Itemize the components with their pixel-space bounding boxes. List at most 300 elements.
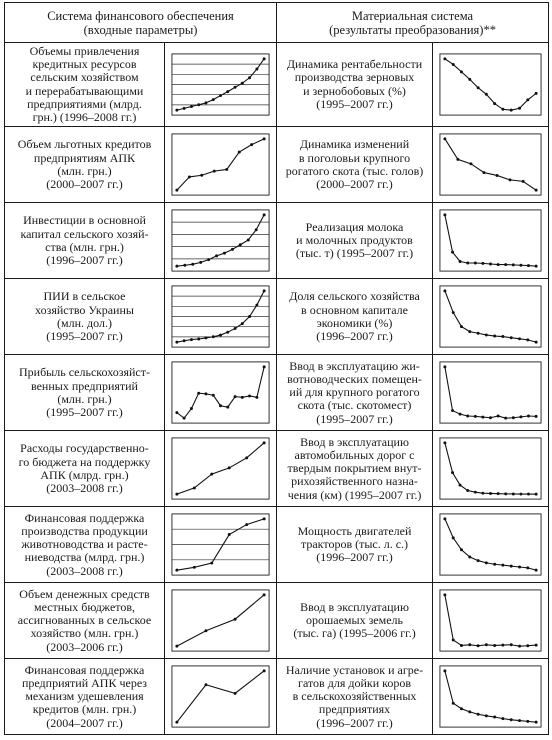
input-chart-cell <box>165 279 277 355</box>
input-parameter-cell <box>5 431 165 507</box>
chart-data-point <box>191 263 194 266</box>
result-cell <box>277 659 433 735</box>
result-chart-cell <box>433 203 549 279</box>
chart-data-point <box>518 645 521 648</box>
chart-data-point <box>175 721 178 724</box>
result-chart-cell <box>433 659 549 735</box>
chart-data-point <box>204 393 207 396</box>
chart-data-point <box>510 565 513 568</box>
result-chart-cell <box>433 127 549 203</box>
input-parameter-text: Прибыль сельскохозяйст- венных предприятий (млн. грн.) (1995–2007 гг.) <box>18 365 150 419</box>
result-cell <box>277 355 433 431</box>
chart-data-point <box>219 94 222 97</box>
input-mini-chart <box>165 203 276 278</box>
chart-data-point <box>474 262 477 265</box>
result-text: Ввод в эксплуатацию жи- вотноводческих помещен- ий для крупного рогатого скота (тыс. скотомест) (1995–2007 гг.) <box>287 358 422 426</box>
chart-data-point <box>535 493 538 496</box>
chart-data-point <box>443 290 446 293</box>
table-body <box>5 43 549 735</box>
header-left <box>5 3 277 43</box>
chart-data-point <box>519 416 522 419</box>
chart-data-point <box>451 409 454 412</box>
chart-data-point <box>207 258 210 261</box>
input-mini-chart <box>165 355 276 430</box>
chart-series-line <box>177 595 264 646</box>
chart-data-point <box>197 103 200 106</box>
chart-data-point <box>231 248 234 251</box>
table-row <box>5 431 549 507</box>
chart-data-point <box>175 189 178 192</box>
table-row <box>5 583 549 659</box>
result-mini-chart <box>433 47 548 122</box>
chart-data-point <box>210 562 213 565</box>
chart-data-point <box>535 415 538 418</box>
chart-data-point <box>501 564 504 567</box>
chart-data-point <box>535 721 538 724</box>
chart-data-point <box>451 251 454 254</box>
chart-frame <box>440 134 541 195</box>
input-parameter-text: Объемы привлечения кредитных ресурсов сельским хозяйством и перерабатывающими предприятиями (млрд. грн.) (1996–2008 гг.) <box>25 44 144 125</box>
chart-data-point <box>485 562 488 565</box>
chart-data-point <box>504 493 507 496</box>
chart-data-point <box>485 334 488 337</box>
chart-data-point <box>485 93 488 96</box>
chart-data-point <box>468 78 471 81</box>
result-mini-chart <box>433 203 548 278</box>
chart-data-point <box>248 395 251 398</box>
chart-series-line <box>177 671 264 722</box>
result-mini-chart <box>433 431 548 506</box>
chart-frame <box>440 666 541 727</box>
chart-data-point <box>263 290 266 293</box>
result-mini-chart <box>433 355 548 430</box>
chart-data-point <box>452 537 455 540</box>
result-cell <box>277 583 433 659</box>
chart-data-point <box>250 143 253 146</box>
chart-data-point <box>452 639 455 642</box>
chart-data-point <box>204 683 207 686</box>
chart-data-point <box>509 179 512 182</box>
chart-data-point <box>188 176 191 179</box>
input-parameter-text: Объем льготных кредитов предприятиям АПК (млн. грн.) (2000–2007 гг.) <box>17 137 152 191</box>
result-cell <box>277 431 433 507</box>
chart-data-point <box>219 334 222 337</box>
chart-data-point <box>190 105 193 108</box>
document-page <box>4 2 548 738</box>
chart-data-point <box>443 442 446 445</box>
table-row <box>5 127 549 203</box>
table-row <box>5 279 549 355</box>
chart-frame <box>440 210 541 271</box>
chart-series-line <box>445 671 536 722</box>
chart-data-point <box>443 57 446 60</box>
chart-data-point <box>241 82 244 85</box>
chart-data-point <box>451 471 454 474</box>
chart-data-point <box>481 262 484 265</box>
input-parameter-text: Расходы государственно- го бюджета на поддержку АПК (млрд. грн.) (2003–2008 гг.) <box>18 441 151 495</box>
chart-series-line <box>177 367 264 418</box>
chart-data-point <box>263 442 266 445</box>
chart-data-point <box>228 467 231 470</box>
chart-data-point <box>468 556 471 559</box>
chart-data-point <box>456 158 459 161</box>
chart-series-line <box>445 215 536 266</box>
chart-data-point <box>175 569 178 572</box>
result-text: Динамика изменений в поголовьи крупного рогатого скота (тыс. голов) (2000–2007 гг.) <box>285 137 424 191</box>
chart-data-point <box>535 189 538 192</box>
chart-data-point <box>527 264 530 267</box>
chart-data-point <box>477 559 480 562</box>
chart-data-point <box>248 315 251 318</box>
chart-frame <box>440 514 541 575</box>
chart-data-point <box>466 262 469 265</box>
chart-data-point <box>193 566 196 569</box>
chart-data-point <box>527 415 530 418</box>
chart-data-point <box>175 265 178 268</box>
chart-data-point <box>485 644 488 647</box>
chart-data-point <box>481 492 484 495</box>
input-parameter-text: ПИИ в сельское хозяйство Украины (млн. дол.) (1995–2007 гг.) <box>35 289 134 343</box>
input-chart-cell <box>165 507 277 583</box>
chart-data-point <box>501 335 504 338</box>
result-text: Реализация молока и молочных продуктов (тыс. т) (1995–2007 гг.) <box>295 219 414 261</box>
chart-data-point <box>460 70 463 73</box>
chart-data-point <box>493 563 496 566</box>
input-parameter-cell <box>5 355 165 431</box>
result-chart-cell <box>433 583 549 659</box>
chart-data-point <box>535 644 538 647</box>
chart-data-point <box>255 304 258 307</box>
chart-data-point <box>210 473 213 476</box>
chart-data-point <box>497 415 500 418</box>
chart-series-line <box>445 367 536 418</box>
chart-data-point <box>241 396 244 399</box>
input-chart-cell <box>165 43 277 127</box>
chart-data-point <box>197 392 200 395</box>
chart-series-line <box>177 443 264 494</box>
result-chart-cell <box>433 43 549 127</box>
chart-data-point <box>197 338 200 341</box>
input-mini-chart <box>165 431 276 506</box>
chart-data-point <box>501 717 504 720</box>
header-right-line2: (результаты преобразования)** <box>329 22 496 37</box>
chart-data-point <box>443 214 446 217</box>
chart-data-point <box>443 138 446 141</box>
input-chart-cell <box>165 583 277 659</box>
input-chart-cell <box>165 127 277 203</box>
chart-data-point <box>263 518 266 521</box>
result-chart-cell <box>433 355 549 431</box>
table-row <box>5 659 549 735</box>
result-chart-cell <box>433 431 549 507</box>
chart-series-line <box>445 519 536 570</box>
chart-data-point <box>443 594 446 597</box>
input-parameter-text: Объем денежных средств местных бюджетов, ассигнованных в сельское хозяйство (млн. грн.) (2003–2006 гг.) <box>17 586 152 654</box>
chart-data-point <box>245 523 248 526</box>
header-left-line2: (входные параметры) <box>83 22 198 37</box>
chart-data-point <box>223 252 226 255</box>
chart-data-point <box>477 86 480 89</box>
chart-data-point <box>518 566 521 569</box>
chart-data-point <box>459 413 462 416</box>
input-parameter-cell <box>5 43 165 127</box>
result-mini-chart <box>433 583 548 658</box>
chart-data-point <box>518 107 521 110</box>
chart-frame <box>440 362 541 423</box>
chart-frame <box>172 362 269 423</box>
chart-data-point <box>234 327 237 330</box>
chart-data-point <box>234 692 237 695</box>
chart-data-point <box>474 491 477 494</box>
chart-data-point <box>215 255 218 258</box>
chart-data-point <box>459 260 462 263</box>
chart-data-point <box>452 702 455 705</box>
chart-data-point <box>466 415 469 418</box>
result-cell <box>277 203 433 279</box>
input-parameter-text: Финансовая поддержка предприятий АПК через механизм удешевления кредитов (млн. грн.) (2004–2007 гг.) <box>21 662 148 730</box>
chart-series-line <box>445 59 536 110</box>
chart-data-point <box>510 336 513 339</box>
input-mini-chart <box>165 127 276 202</box>
chart-data-point <box>263 138 266 141</box>
chart-data-point <box>501 108 504 111</box>
header-right <box>277 3 549 43</box>
chart-data-point <box>512 264 515 267</box>
chart-data-point <box>213 170 216 173</box>
result-cell <box>277 127 433 203</box>
chart-data-point <box>497 263 500 266</box>
input-chart-cell <box>165 355 277 431</box>
chart-data-point <box>526 339 529 342</box>
result-cell <box>277 507 433 583</box>
chart-data-point <box>469 163 472 166</box>
input-mini-chart <box>165 507 276 582</box>
chart-data-point <box>219 404 222 407</box>
chart-data-point <box>493 102 496 105</box>
chart-data-point <box>190 407 193 410</box>
input-parameter-cell <box>5 659 165 735</box>
chart-data-point <box>526 567 529 570</box>
input-chart-cell <box>165 431 277 507</box>
chart-data-point <box>460 644 463 647</box>
input-parameter-cell <box>5 127 165 203</box>
chart-data-point <box>496 174 499 177</box>
chart-data-point <box>263 57 266 60</box>
input-parameter-cell <box>5 203 165 279</box>
chart-series-line <box>177 215 264 266</box>
chart-data-point <box>226 406 229 409</box>
table-row <box>5 507 549 583</box>
chart-data-point <box>477 332 480 335</box>
chart-frame <box>440 590 541 651</box>
chart-data-point <box>535 92 538 95</box>
chart-data-point <box>527 493 530 496</box>
chart-data-point <box>510 109 513 112</box>
chart-frame <box>172 666 269 727</box>
input-parameter-cell <box>5 507 165 583</box>
input-chart-cell <box>165 659 277 735</box>
chart-data-point <box>512 493 515 496</box>
chart-data-point <box>175 493 178 496</box>
chart-data-point <box>482 171 485 174</box>
chart-frame <box>440 438 541 499</box>
chart-data-point <box>183 340 186 343</box>
input-parameter-cell <box>5 583 165 659</box>
chart-data-point <box>183 264 186 267</box>
chart-data-point <box>466 489 469 492</box>
chart-data-point <box>493 716 496 719</box>
chart-data-point <box>518 719 521 722</box>
chart-data-point <box>212 98 215 101</box>
chart-data-point <box>519 493 522 496</box>
chart-data-point <box>255 396 258 399</box>
chart-series-line <box>445 291 536 342</box>
chart-data-point <box>493 644 496 647</box>
chart-data-point <box>522 180 525 183</box>
chart-data-point <box>460 548 463 551</box>
input-parameter-cell <box>5 279 165 355</box>
chart-data-point <box>234 395 237 398</box>
result-text: Доля сельского хозяйства в основном капитале экономики (%) (1996–2007 гг.) <box>289 289 420 343</box>
chart-data-point <box>226 331 229 334</box>
chart-data-point <box>234 618 237 621</box>
chart-data-point <box>477 713 480 716</box>
chart-data-point <box>459 484 462 487</box>
chart-data-point <box>526 720 529 723</box>
chart-data-point <box>443 670 446 673</box>
chart-data-point <box>501 644 504 647</box>
chart-data-point <box>241 322 244 325</box>
input-mini-chart <box>165 279 276 354</box>
chart-data-point <box>255 228 258 231</box>
chart-data-point <box>468 644 471 647</box>
result-chart-cell <box>433 507 549 583</box>
chart-data-point <box>460 707 463 710</box>
chart-data-point <box>460 325 463 328</box>
input-mini-chart <box>165 659 276 734</box>
chart-data-point <box>518 338 521 341</box>
chart-data-point <box>489 263 492 266</box>
chart-data-point <box>535 341 538 344</box>
input-chart-cell <box>165 203 277 279</box>
chart-data-point <box>200 174 203 177</box>
chart-frame <box>440 54 541 115</box>
table-row <box>5 203 549 279</box>
table-row <box>5 43 549 127</box>
chart-series-line <box>445 595 536 646</box>
chart-data-point <box>248 76 251 79</box>
chart-data-point <box>443 518 446 521</box>
chart-data-point <box>510 644 513 647</box>
chart-data-point <box>226 90 229 93</box>
chart-data-point <box>175 109 178 112</box>
chart-data-point <box>245 457 248 460</box>
result-chart-cell <box>433 279 549 355</box>
chart-data-point <box>204 101 207 104</box>
header-left-line1: Система финансового обеспечения <box>47 8 234 23</box>
chart-data-point <box>481 416 484 419</box>
result-text: Мощность двигателей тракторов (тыс. л. с.) (1996–2007 гг.) <box>297 523 412 565</box>
chart-data-point <box>504 263 507 266</box>
chart-data-point <box>489 417 492 420</box>
result-text: Наличие установок и агре- гатов для дойки коров в сельскохозяйственных предприятиях (1996–2007 гг.) <box>285 662 424 730</box>
chart-data-point <box>504 417 507 420</box>
result-mini-chart <box>433 507 548 582</box>
chart-data-point <box>190 338 193 341</box>
chart-data-point <box>485 715 488 718</box>
chart-data-point <box>204 630 207 633</box>
chart-data-point <box>263 670 266 673</box>
chart-data-point <box>239 243 242 246</box>
chart-frame <box>172 590 269 651</box>
chart-data-point <box>535 569 538 572</box>
chart-data-point <box>247 239 250 242</box>
chart-data-point <box>263 594 266 597</box>
result-cell <box>277 43 433 127</box>
chart-data-point <box>228 533 231 536</box>
chart-data-point <box>452 311 455 314</box>
chart-data-point <box>183 417 186 420</box>
chart-data-point <box>443 366 446 369</box>
chart-data-point <box>212 394 215 397</box>
chart-series-line <box>177 139 264 190</box>
chart-data-point <box>193 487 196 490</box>
chart-data-point <box>477 645 480 648</box>
chart-data-point <box>238 151 241 154</box>
result-text: Динамика рентабельности производства зерновых и зернобобовых (%) (1995–2007 гг.) <box>286 57 423 111</box>
chart-data-point <box>535 265 538 268</box>
header-right-line1: Материальная система <box>351 8 474 23</box>
chart-data-point <box>255 68 258 71</box>
chart-data-point <box>263 214 266 217</box>
chart-frame <box>172 210 269 271</box>
chart-data-point <box>175 341 178 344</box>
chart-data-point <box>175 645 178 648</box>
result-mini-chart <box>433 127 548 202</box>
chart-data-point <box>526 99 529 102</box>
input-parameter-text: Финансовая поддержка производства продукции животноводства и расте- ниеводства (млрд. грн.) (2003–2008 гг.) <box>21 510 148 578</box>
chart-data-point <box>175 411 178 414</box>
input-mini-chart <box>165 583 276 658</box>
chart-data-point <box>493 335 496 338</box>
chart-data-point <box>225 168 228 171</box>
result-text: Ввод в эксплуатацию автомобильных дорог с твердым покрытием внут- рихозяйственного назна- чения (км) (1995–2007 гг.) <box>287 434 422 502</box>
chart-data-point <box>526 645 529 648</box>
input-mini-chart <box>165 47 276 122</box>
chart-data-point <box>474 415 477 418</box>
chart-data-point <box>234 86 237 89</box>
chart-data-point <box>183 107 186 110</box>
result-text: Ввод в эксплуатацию орошаемых земель (тыс. га) (1995–2006 гг.) <box>293 599 416 641</box>
chart-data-point <box>497 492 500 495</box>
chart-frame <box>172 438 269 499</box>
table-row <box>5 355 549 431</box>
chart-data-point <box>199 261 202 264</box>
result-mini-chart <box>433 279 548 354</box>
chart-data-point <box>489 492 492 495</box>
result-mini-chart <box>433 659 548 734</box>
financial-systems-table <box>4 2 549 735</box>
chart-data-point <box>452 63 455 66</box>
result-cell <box>277 279 433 355</box>
chart-data-point <box>204 337 207 340</box>
chart-data-point <box>510 719 513 722</box>
chart-data-point <box>212 335 215 338</box>
chart-data-point <box>512 417 515 420</box>
chart-data-point <box>263 366 266 369</box>
chart-data-point <box>519 264 522 267</box>
chart-data-point <box>468 711 471 714</box>
